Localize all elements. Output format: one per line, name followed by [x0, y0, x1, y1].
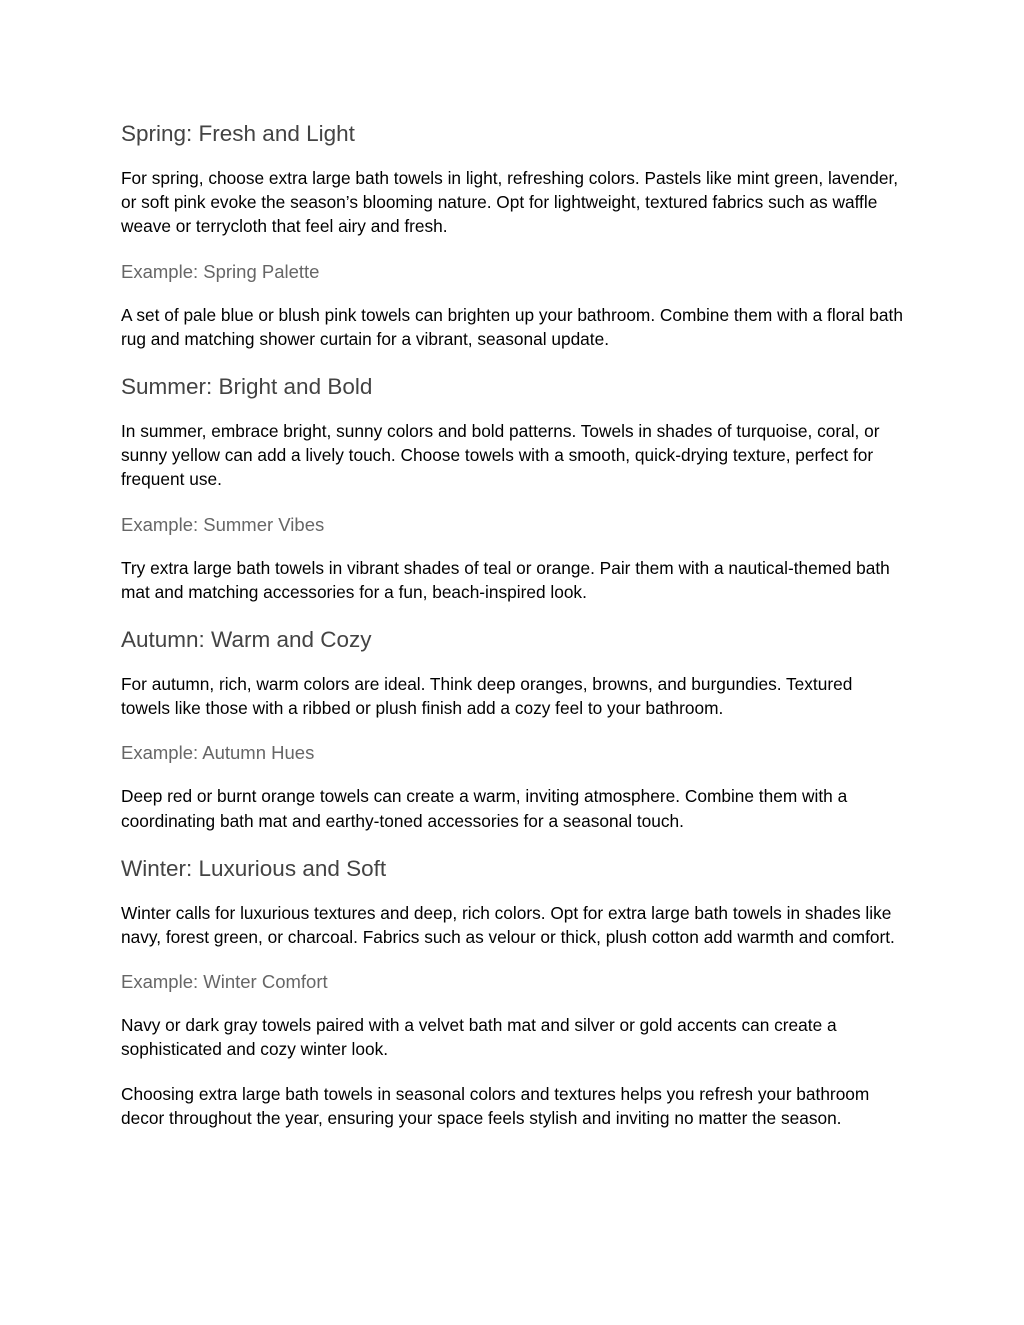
example-heading-autumn: Example: Autumn Hues	[121, 742, 315, 764]
section-body-winter: Winter calls for luxurious textures and deep, rich colors. Opt for extra large bath towels in shades like navy, forest green, or charcoal. Fabrics such as velour or thick, plush cotton add warmth and comfort.	[121, 902, 895, 948]
example-body-autumn: Deep red or burnt orange towels can create a warm, inviting atmosphere. Combine them with a coordinating bath mat and earthy-toned accessories for a seasonal touch.	[121, 786, 848, 831]
example-heading-summer: Example: Summer Vibes	[121, 513, 325, 535]
section-heading-winter: Winter: Luxurious and Soft	[121, 855, 387, 881]
section-heading-autumn: Autumn: Warm and Cozy	[121, 627, 372, 653]
example-heading-winter: Example: Winter Comfort	[121, 971, 328, 993]
section-heading-spring: Spring: Fresh and Light	[121, 121, 355, 146]
section-summer	[121, 371, 904, 604]
example-body-winter: Navy or dark gray towels paired with a velvet bath mat and silver or gold accents can create a sophisticated and cozy winter look.	[121, 1015, 837, 1060]
section-body-spring: For spring, choose extra large bath towels in light, refreshing colors. Pastels like mint green, lavender, or soft pink evoke the season’s blooming nature. Opt for lightweight, textured fabrics such as waffle weave or terrycloth that feel airy and fresh.	[121, 168, 899, 237]
example-body-spring: A set of pale blue or blush pink towels can brighten up your bathroom. Combine them with a floral bath rug and matching shower curtain for a vibrant, seasonal update.	[121, 304, 903, 349]
section-spring	[121, 118, 904, 351]
section-body-autumn: For autumn, rich, warm colors are ideal. Think deep oranges, browns, and burgundies. Textured towels like those with a ribbed or plush finish add a cozy feel to your bathroom.	[121, 674, 853, 719]
example-body-summer: Try extra large bath towels in vibrant shades of teal or orange. Pair them with a nautical-themed bath mat and matching accessories for a fun, beach-inspired look.	[121, 557, 890, 602]
section-winter	[121, 853, 904, 1062]
section-body-summer: In summer, embrace bright, sunny colors and bold patterns. Towels in shades of turquoise, coral, or sunny yellow can add a lively touch. Choose towels with a smooth, quick-drying texture, perfect for frequent use.	[121, 421, 880, 490]
conclusion-paragraph: Choosing extra large bath towels in seasonal colors and textures helps you refresh your bathroom decor throughout the year, ensuring your space feels stylish and inviting no matter the season.	[121, 1083, 870, 1128]
example-heading-spring: Example: Spring Palette	[121, 260, 320, 282]
section-autumn	[121, 624, 904, 833]
section-heading-summer: Summer: Bright and Bold	[121, 374, 373, 400]
